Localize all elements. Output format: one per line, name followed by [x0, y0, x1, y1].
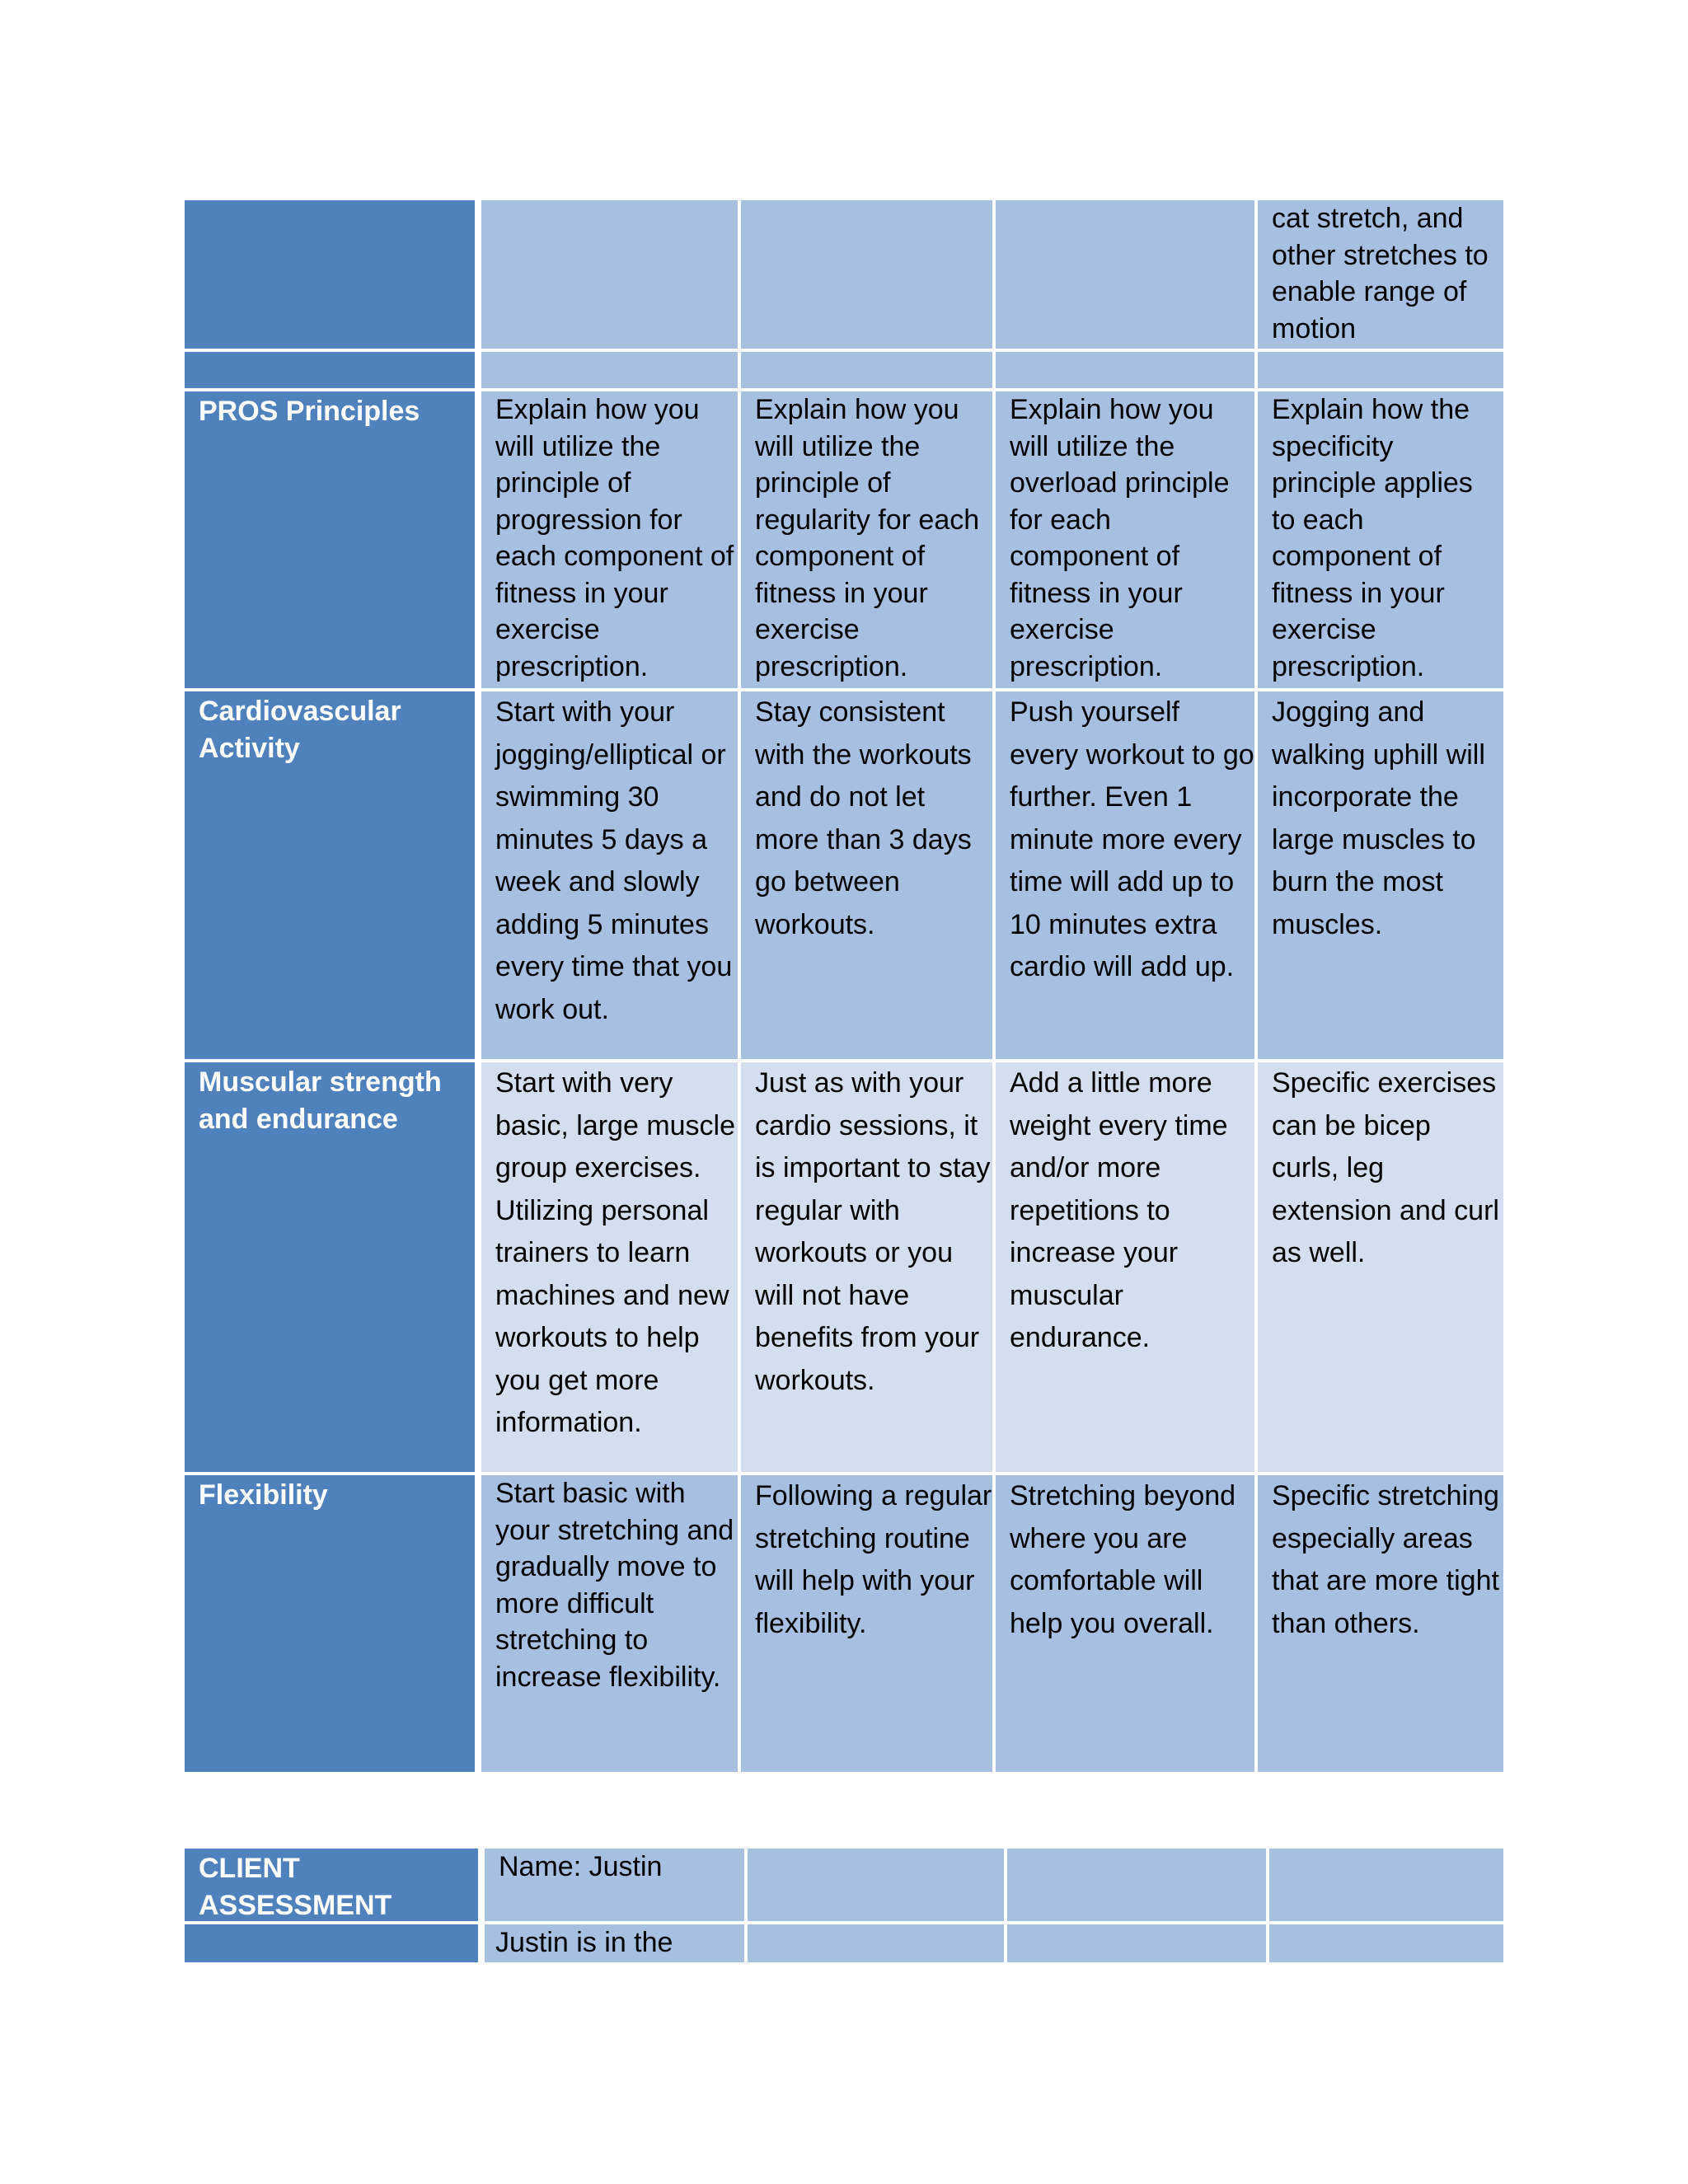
spacer-cell [996, 352, 1254, 388]
matrix-header-label: CLIENT ASSESSMENT [185, 1849, 478, 1921]
spacer-row-label [185, 352, 475, 388]
table-cell: Following a regular stretching routine will help with your flexibility. [741, 1475, 992, 1772]
client-name-cell: Name: Justin [485, 1849, 744, 1921]
table-cell: Start with your jogging/elliptical or swimming 30 minutes 5 days a week and slowly adding 5 minutes every time that you work out. [481, 691, 738, 1059]
table-cell [1269, 1849, 1503, 1921]
table-cell: Jogging and walking uphill will incorporate the large muscles to burn the most muscles. [1258, 691, 1503, 1059]
table-cell: Push yourself every workout to go further. Even 1 minute more every time will add up to 10 minutes extra cardio will add up. [996, 691, 1254, 1059]
table-cell: Add a little more weight every time and/or more repetitions to increase your muscular endurance. [996, 1062, 1254, 1472]
matrix-row-label [185, 1924, 478, 1962]
table-cell: Just as with your cardio sessions, it is important to stay regular with workouts or you will not have benefits from your workouts. [741, 1062, 992, 1472]
table-cell [1007, 1924, 1266, 1962]
row-label-muscular: Muscular strength and endurance [185, 1062, 475, 1472]
spacer-cell [741, 352, 992, 388]
table-cell: Start with very basic, large muscle group exercises. Utilizing personal trainers to learn machines and new workouts to help you get more information. [481, 1062, 738, 1472]
table-cell [481, 200, 738, 349]
row-label-pros: PROS Principles [185, 391, 475, 688]
table-cell: Stay consistent with the workouts and do not let more than 3 days go between workouts. [741, 691, 992, 1059]
table-cell: Explain how you will utilize the overload principle for each component of fitness in your exercise prescription. [996, 391, 1254, 688]
client-summary-cell: Justin is in the [485, 1924, 744, 1962]
table-cell [741, 200, 992, 349]
table-cell [1269, 1924, 1503, 1962]
table-cell: Explain how you will utilize the principle of regularity for each component of fitness in your exercise prescription. [741, 391, 992, 688]
table-cell: Stretching beyond where you are comfortable will help you overall. [996, 1475, 1254, 1772]
row-label-top [185, 200, 475, 349]
spacer-cell [481, 352, 738, 388]
row-label-flexibility: Flexibility [185, 1475, 475, 1772]
table-cell [748, 1849, 1004, 1921]
table-cell [748, 1924, 1004, 1962]
table-cell [1007, 1849, 1266, 1921]
spacer-cell [1258, 352, 1503, 388]
row-label-cardio: Cardiovascular Activity [185, 691, 475, 1059]
table-cell: Explain how you will utilize the principle of progression for each component of fitness in your exercise prescription. [481, 391, 738, 688]
table-cell: cat stretch, and other stretches to enable range of motion [1258, 200, 1503, 349]
table-cell [996, 200, 1254, 349]
table-cell: Specific exercises can be bicep curls, leg extension and curl as well. [1258, 1062, 1503, 1472]
table-cell: Specific stretching especially areas that are more tight than others. [1258, 1475, 1503, 1772]
table-cell: Start basic with your stretching and gradually move to more difficult stretching to increase flexibility. [481, 1475, 738, 1772]
table-cell: Explain how the specificity principle applies to each component of fitness in your exercise prescription. [1258, 391, 1503, 688]
